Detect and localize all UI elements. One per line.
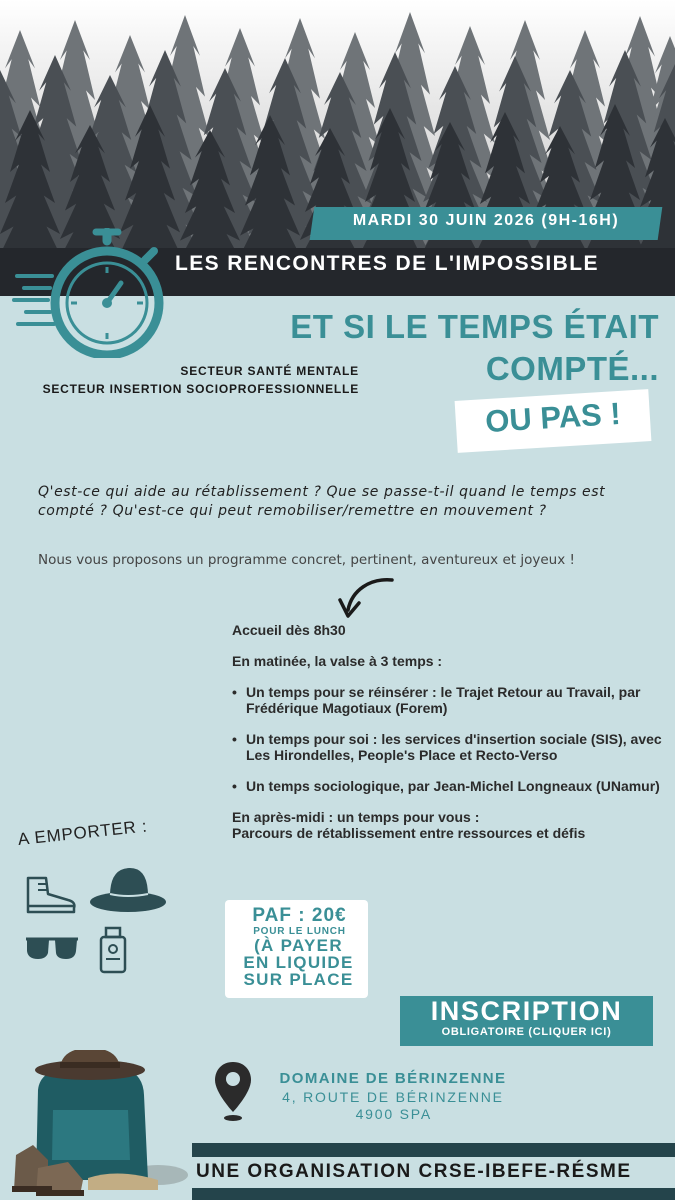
program-item: • Un temps pour se réinsérer : le Trajet Retour au Travail, par Frédérique Magotiaux (Forem) — [232, 684, 662, 716]
program — [232, 622, 662, 841]
footer-bar-bottom — [192, 1188, 675, 1200]
paf-line: EN LIQUIDE — [243, 953, 354, 972]
footer-bar-top — [192, 1143, 675, 1157]
program-morning-heading: En matinée, la valse à 3 temps : — [232, 653, 443, 669]
event-title: LES RENCONTRES DE L'IMPOSSIBLE — [175, 252, 599, 275]
sector-mental-health: SECTEUR SANTÉ MENTALE — [180, 364, 359, 378]
intro-question: Q'est-ce qui aide au rétablissement ? Que se passe-t-il quand le temps est compté ? Qu'est-ce qui peut remobiliser/remettre en mouvement ? — [38, 484, 606, 519]
sun-hat-icon — [88, 862, 168, 918]
program-list — [232, 684, 662, 794]
footer-organisation: UNE ORGANISATION CRSE-IBEFE-RÉSME — [196, 1161, 632, 1182]
sector-insertion: SECTEUR INSERTION SOCIOPROFESSIONNELLE — [42, 382, 359, 396]
ou-pas-text: OU PAS ! — [484, 395, 622, 440]
inscription-subtitle: OBLIGATOIRE (CLIQUER ICI) — [441, 1026, 612, 1038]
paf-lunch: POUR LE LUNCH — [253, 926, 346, 937]
paf-payment-note — [230, 937, 367, 988]
venue-name: DOMAINE DE BÉRINZENNE — [279, 1070, 507, 1087]
program-item: • Un temps sociologique, par Jean-Michel Longneaux (UNamur) — [232, 778, 662, 794]
program-item: • Un temps pour soi : les services d'insertion sociale (SIS), avec Les Hirondelles, People's Place et Recto-Verso — [232, 731, 662, 763]
venue-street: 4, ROUTE DE BÉRINZENNE — [282, 1089, 504, 1105]
paf-line: SUR PLACE — [243, 970, 354, 989]
sunglasses-icon — [24, 935, 80, 961]
inscription-button[interactable] — [400, 996, 653, 1046]
paf-line: (À PAYER — [254, 936, 343, 955]
location-pin-icon — [213, 1060, 253, 1122]
intro-proposal: Nous vous proposons un programme concret, pertinent, aventureux et joyeux ! — [38, 552, 575, 568]
program-afternoon-heading: En après-midi : un temps pour vous : — [232, 809, 480, 825]
paf-price: PAF : 20€ — [252, 905, 347, 926]
headline-line-1: ET SI LE TEMPS ÉTAIT — [290, 308, 659, 345]
venue-city: 4900 SPA — [355, 1106, 432, 1122]
program-afternoon-text: Parcours de rétablissement entre ressources et défis — [232, 825, 586, 841]
emporter-label: A EMPORTER : — [16, 816, 149, 849]
inscription-title: INSCRIPTION — [430, 996, 623, 1026]
backpack-illustration — [8, 1050, 198, 1200]
event-date: MARDI 30 JUIN 2026 (9H-16H) — [352, 212, 620, 229]
curved-arrow-icon — [330, 572, 405, 622]
hiking-boot-icon — [24, 874, 78, 916]
sunscreen-icon — [98, 925, 128, 975]
program-welcome: Accueil dès 8h30 — [232, 622, 346, 638]
headline-line-2: COMPTÉ... — [485, 350, 659, 387]
stopwatch-icon — [12, 228, 172, 358]
